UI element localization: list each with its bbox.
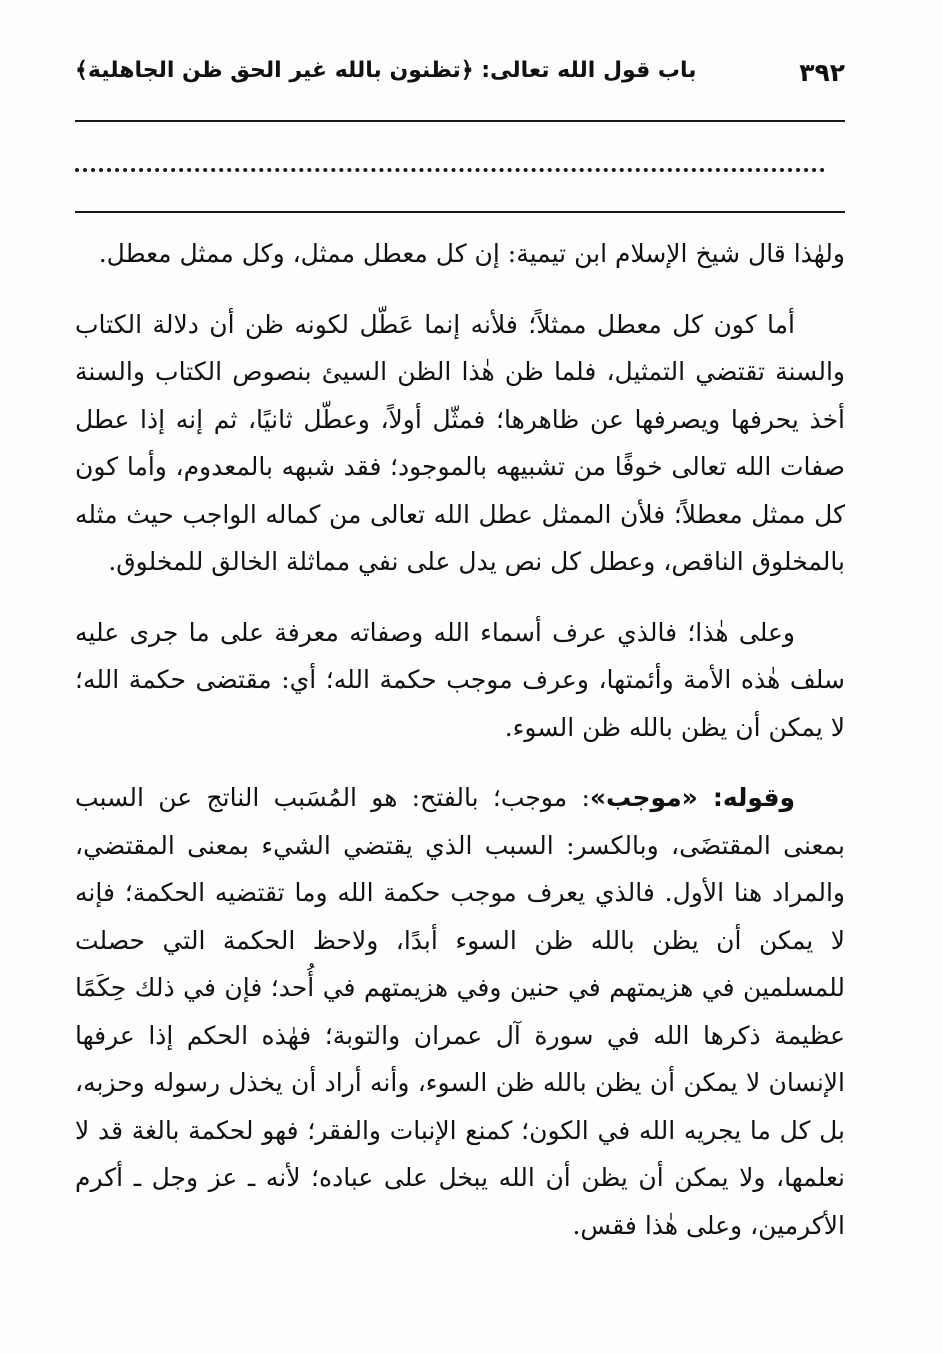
- page-number: ٣٩٢: [799, 58, 845, 87]
- paragraph-4: [75, 774, 845, 1249]
- paragraph-1: ولهٰذا قال شيخ الإسلام ابن تيمية: إن كل معطل ممثل، وكل ممثل معطل.: [98, 239, 845, 268]
- paragraph-2: أما كون كل معطل ممثلاً؛ فلأنه إنما عَطّل لكونه ظن أن دلالة الكتاب والسنة تقتضي التمثيل، فلما ظن هٰذا الظن السيئ بنصوص الكتاب والسنة أخذ يحرفها ويصرفها عن ظاهرها؛ فمثّل أولاً، وعطّل ثانيًا، ثم إنه إذا عطل صفات الله تعالى خوفًا من تشبيهه بالموجود؛ فقد شبهه بالمعدوم، وأما كون كل ممثل معطلاً؛ فلأن الممثل عطل الله تعالى من كماله الواجب حيث مثله بالمخلوق الناقص، وعطل كل نص يدل على نفي مماثلة الخالق للمخلوق.: [75, 309, 845, 576]
- section-rule: [75, 211, 845, 213]
- running-title: باب قول الله تعالى: ﴿تظنون بالله غير الحق ظن الجاهلية﴾: [75, 58, 697, 83]
- page-header: [75, 52, 845, 108]
- paragraph-3: وعلى هٰذا؛ فالذي عرف أسماء الله وصفاته معرفة على ما جرى عليه سلف هٰذه الأمة وأئمتها، وعرف موجب حكمة الله؛ أي: مقتضى حكمة الله؛ لا يمكن أن يظن بالله ظن السوء.: [75, 617, 845, 742]
- paragraph-4-lead: وقوله: «موجب»: [589, 783, 795, 812]
- header-rule: [75, 120, 845, 122]
- page-body: [75, 230, 845, 1272]
- paragraph-4-text: : موجب؛ بالفتح: هو المُسَبب الناتج عن السبب بمعنى المقتضَى، وبالكسر: السبب الذي يقتضي الشيء بمعنى المقتضي، والمراد هنا الأول. فالذي يعرف موجب حكمة الله وما تقتضيه الحكمة؛ فإنه لا يمكن أن يظن بالله ظن السوء أبدًا، ولاحظ الحكمة التي حصلت للمسلمين في هزيمتهم في حنين وفي هزيمتهم في أُحد؛ فإن في ذلك حِكَمًا عظيمة ذكرها الله في سورة آل عمران والتوبة؛ فهٰذه الحكم إذا عرفها الإنسان لا يمكن أن يظن بالله ظن السوء، وأنه أراد أن يخذل رسوله وحزبه، بل كل ما يجريه الله في الكون؛ كمنع الإنبات والفقر؛ فهو لحكمة بالغة قد لا نعلمها، ولا يمكن أن يظن أن الله يبخل على عباده؛ لأنه ـ عز وجل ـ أكرم الأكرمين، وعلى هٰذا فقس.: [75, 783, 845, 1240]
- dotted-separator: [75, 168, 825, 172]
